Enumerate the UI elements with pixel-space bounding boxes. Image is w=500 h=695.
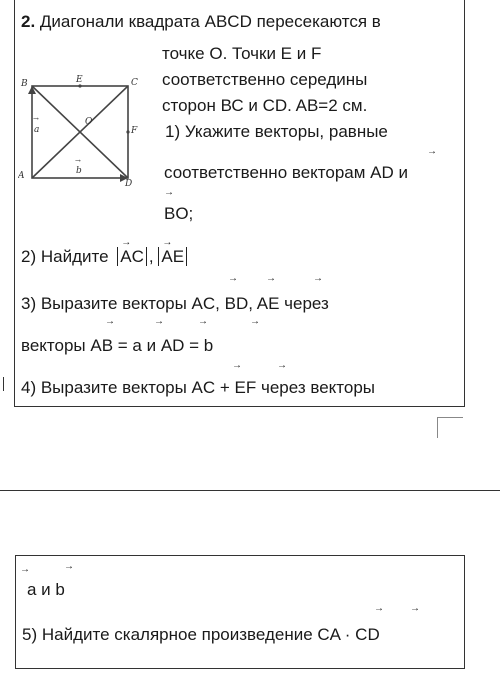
task-intro-line2: точке О. Точки Е и F xyxy=(162,44,322,63)
vertex-label-c: C xyxy=(131,78,138,88)
card-bottom-bottom-border xyxy=(15,668,465,669)
vector-arrow: → xyxy=(427,146,437,157)
point-label-f: F xyxy=(131,126,138,136)
vector-arrow: → xyxy=(33,115,39,123)
task-intro-line3: соответственно середины xyxy=(162,70,368,89)
question-1-line2: соответственно векторам AD и xyxy=(164,163,409,182)
question-5: 5) Найдите скалярное произведение CA · CD xyxy=(22,625,380,644)
task-header xyxy=(21,12,381,32)
vector-arrow: → xyxy=(250,316,260,327)
vector-arrow: → xyxy=(232,360,242,371)
page-separator xyxy=(0,490,500,491)
point-label-o: O xyxy=(85,117,93,127)
vector-arrow: → xyxy=(374,603,384,614)
card-top-bottom-border xyxy=(14,406,465,407)
vector-arrow: → xyxy=(105,316,115,327)
vector-label-b: b xyxy=(76,166,82,176)
point-label-e: E xyxy=(76,75,83,85)
question-1-line3: BO; xyxy=(164,204,194,223)
vector-arrow: → xyxy=(266,273,276,284)
vector-arrow: → xyxy=(75,157,81,165)
vertex-label-b: B xyxy=(21,79,28,89)
vector-arrow: → xyxy=(64,561,74,572)
vector-arrow: → xyxy=(20,564,30,575)
vector-arrow: → xyxy=(164,187,174,198)
card-top-right-border xyxy=(464,0,465,407)
abs-ac-label: AC xyxy=(120,247,144,266)
question-4-continuation: a и b xyxy=(27,580,65,599)
vector-arrow: → xyxy=(162,237,173,248)
corner-mark-horizontal xyxy=(437,417,463,418)
vector-arrow: → xyxy=(198,316,208,327)
task-intro-line1: Диагонали квадрата ABCD пересекаются в xyxy=(39,12,381,31)
vector-arrow: → xyxy=(121,237,132,248)
question-2: 2) Найдите → AC , → AE xyxy=(21,247,187,267)
vector-arrow: → xyxy=(410,603,420,614)
vector-a-arrowhead xyxy=(28,86,36,94)
question-4-line1: 4) Выразите векторы AC + EF через векторы xyxy=(21,378,375,397)
question-1-line1: 1) Укажите векторы, равные xyxy=(165,122,388,141)
abs-ae-label: AE xyxy=(161,247,185,266)
abs-ae xyxy=(158,237,187,266)
left-edge-tick xyxy=(3,377,4,391)
task-number: 2. xyxy=(21,12,36,31)
vertex-label-d: D xyxy=(125,179,133,189)
vector-arrow: → xyxy=(228,273,238,284)
question-3-line2: векторы AB = a и AD = b xyxy=(21,336,214,355)
vector-arrow: → xyxy=(154,316,164,327)
question-2-prefix: 2) Найдите xyxy=(21,247,109,266)
card-top-left-border xyxy=(14,0,15,407)
question-3-line1: 3) Выразите векторы AC, BD, AE через xyxy=(21,294,329,313)
card-bottom-right-border xyxy=(464,555,465,669)
vector-arrow: → xyxy=(313,273,323,284)
corner-mark-vertical xyxy=(437,417,438,438)
card-bottom-left-border xyxy=(15,555,16,669)
card-bottom-top-border xyxy=(15,555,465,556)
task-intro-line4: сторон ВС и CD. AB=2 см. xyxy=(162,96,368,115)
square-figure xyxy=(18,72,146,190)
point-f xyxy=(126,130,129,133)
vertex-label-a: A xyxy=(18,171,25,181)
vector-label-a: a xyxy=(34,125,40,135)
abs-ac xyxy=(117,237,147,266)
vector-arrow: → xyxy=(277,360,287,371)
